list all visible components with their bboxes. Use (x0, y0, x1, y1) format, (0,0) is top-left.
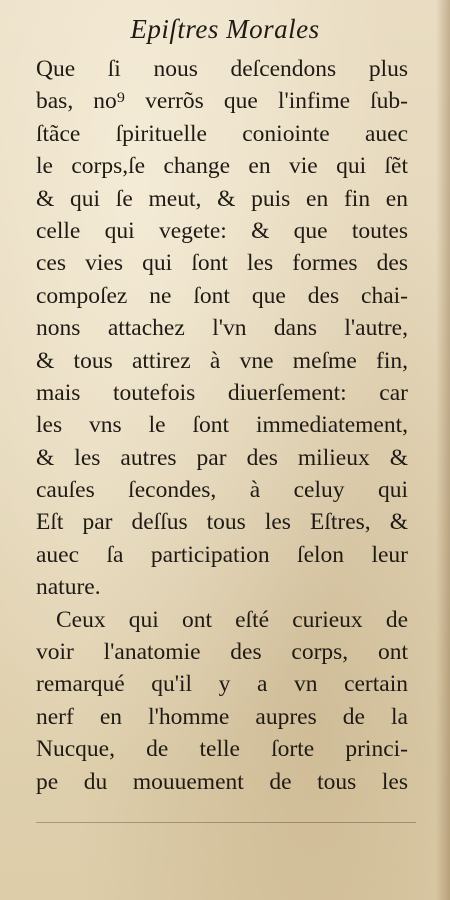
text-line: nons attachez l'vn dans l'autre, (36, 315, 408, 342)
text-line: Nucque, de telle ſorte princi- (36, 736, 408, 763)
text-line: cauſes ſecondes, à celuy qui (36, 477, 408, 504)
text-line: bas, no⁹ verrõs que l'infime ſub- (36, 88, 408, 115)
text-line: & les autres par des milieux & (36, 444, 408, 471)
text-line: voir l'anatomie des corps, ont (36, 639, 408, 666)
text-line: celle qui vegete: & que toutes (36, 217, 408, 244)
text-line: ces vies qui ſont les formes des (36, 250, 408, 277)
text-line: nerf en l'homme aupres de la (36, 703, 408, 730)
text-line-paragraph-start: Ceux qui ont eſté curieux de (56, 606, 408, 633)
text-line: ſtãce ſpirituelle coniointe auec (36, 120, 408, 147)
page-gutter-shadow (436, 0, 450, 900)
running-head: Epiſtres Morales (130, 14, 320, 44)
text-line: Que ſi nous deſcendons plus (36, 56, 408, 82)
text-line: auec ſa participation ſelon leur (36, 541, 408, 568)
text-line: Eſt par deſſus tous les Eſtres, & (36, 509, 408, 536)
text-line: le corps,ſe change en vie qui ſẽt (36, 153, 408, 180)
text-line: compoſez ne ſont que des chai- (36, 282, 408, 309)
text-line-paragraph-end: nature. (36, 574, 101, 601)
text-line: & tous attirez à vne meſme fin, (36, 347, 408, 374)
text-line: les vns le ſont immediatement, (36, 412, 408, 439)
bottom-rule (36, 822, 416, 823)
text-line: & qui ſe meut, & puis en fin en (36, 185, 408, 212)
text-line: remarqué qu'il y a vn certain (36, 671, 408, 698)
body-text (36, 53, 408, 798)
text-line: mais toutefois diuerſement: car (36, 379, 408, 406)
text-line: pe du mouuement de tous les (36, 768, 408, 795)
